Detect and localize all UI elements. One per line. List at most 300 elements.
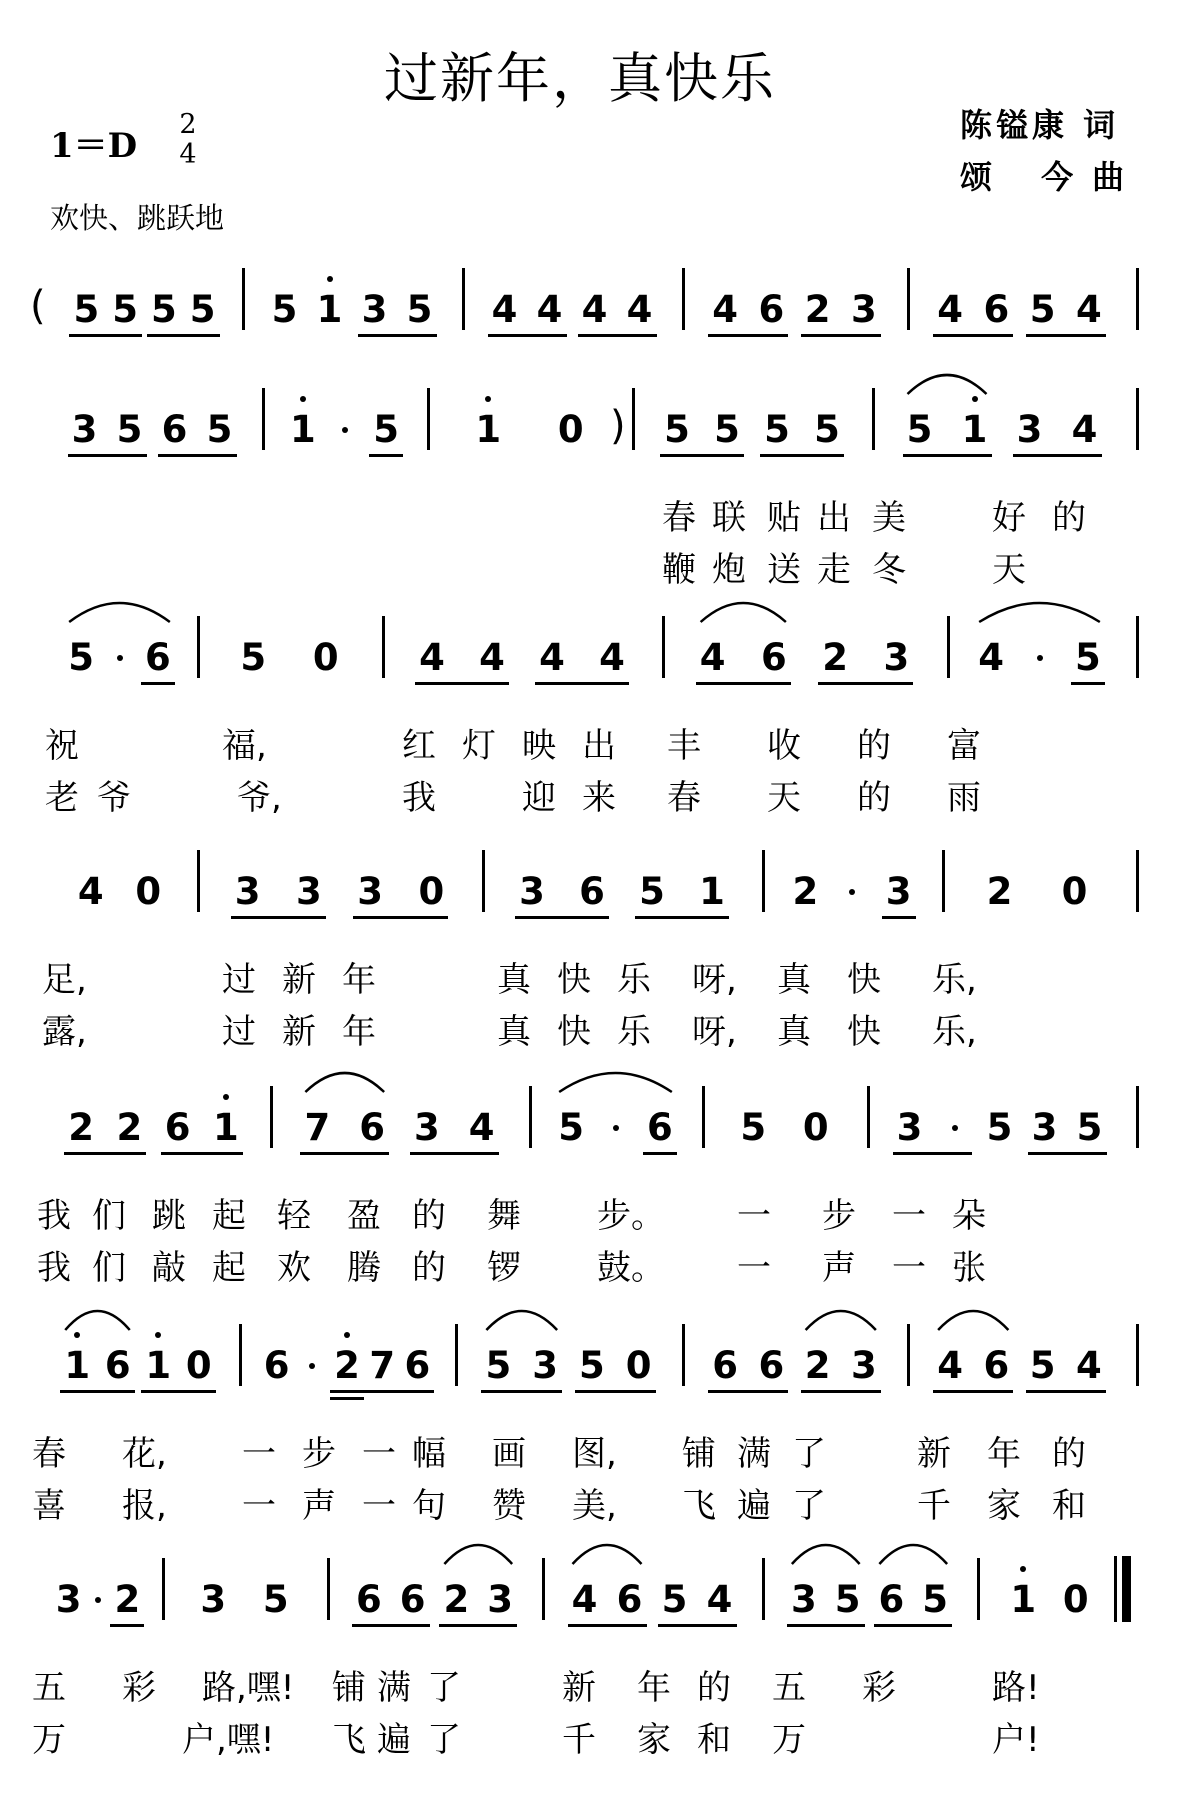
lyric-syllable: 一	[362, 1486, 396, 1526]
lyric-syllable: 乐	[617, 1012, 651, 1052]
lyric-syllable: 飞	[682, 1486, 716, 1526]
beam-underline	[64, 1152, 146, 1155]
lyric-syllable: 画	[492, 1434, 526, 1474]
jianpu-note: 3	[487, 1578, 513, 1621]
jianpu-note: 3	[851, 288, 877, 331]
bar-line	[462, 268, 465, 330]
bar-line	[382, 616, 385, 678]
jianpu-note: 3	[71, 408, 98, 451]
jianpu-note: 5	[661, 1578, 688, 1621]
jianpu-note: 5	[206, 408, 233, 451]
lyric-syllable: 老	[45, 778, 79, 818]
time-signature-bottom: 4	[179, 139, 197, 170]
lyric-syllable: 的	[857, 726, 891, 766]
lyric-syllable: 舞	[487, 1196, 521, 1236]
jianpu-note: 2	[114, 1578, 141, 1621]
bar-line	[262, 388, 265, 450]
jianpu-note: 2	[334, 1344, 360, 1387]
beam-underline	[760, 454, 844, 457]
tempo-marking: 欢快、跳跃地	[50, 201, 225, 235]
lyric-syllable: 呀,	[692, 1012, 737, 1052]
beam-underline	[933, 334, 1013, 337]
lyric-syllable: 送	[767, 550, 801, 590]
jianpu-note: 5	[68, 636, 95, 679]
lyric-syllable: 真	[777, 960, 811, 1000]
lyric-syllable: 一	[242, 1486, 276, 1526]
bar-line	[270, 1086, 273, 1148]
jianpu-note: 7	[369, 1344, 396, 1387]
lyric-syllable: 快	[847, 960, 881, 1000]
lyric-syllable: 一	[242, 1434, 276, 1474]
beam-underline	[300, 1152, 389, 1155]
bar-line	[702, 1086, 705, 1148]
lyric-syllable: 露,	[42, 1012, 87, 1052]
jianpu-note: 3	[357, 870, 383, 913]
beam-underline	[568, 1624, 647, 1627]
beam-underline	[1026, 334, 1106, 337]
jianpu-note: 2	[822, 636, 848, 679]
beam-underline	[369, 454, 403, 457]
lyric-syllable: 祝	[45, 726, 79, 766]
jianpu-note: 6	[758, 1344, 785, 1387]
final-bar-line-thick	[1122, 1556, 1131, 1622]
lyric-syllable: 快	[557, 1012, 591, 1052]
lyric-syllable: 五	[772, 1668, 806, 1708]
lyric-syllable: 出	[582, 726, 616, 766]
beam-underline	[535, 682, 629, 685]
jianpu-note: 7	[304, 1106, 331, 1149]
lyric-syllable: 走	[817, 550, 851, 590]
bar-line	[529, 1086, 532, 1148]
final-bar-line-thin	[1114, 1556, 1117, 1622]
beam-underline	[575, 1390, 656, 1393]
lyric-syllable: 收	[767, 726, 801, 766]
lyric-syllable: 了	[792, 1434, 826, 1474]
lyric-syllable: 的	[1052, 1434, 1086, 1474]
jianpu-note: 4	[699, 636, 726, 679]
beam-underline	[818, 682, 913, 685]
slur-arc	[701, 603, 786, 622]
lyric-syllable: 年	[342, 1012, 376, 1052]
lyric-syllable: 腾	[347, 1248, 381, 1288]
lyric-syllable: 年	[637, 1668, 671, 1708]
jianpu-note: 4	[468, 1106, 495, 1149]
lyric-syllable: 跳	[152, 1196, 186, 1236]
jianpu-note: 6	[164, 1106, 191, 1149]
augmentation-dot	[342, 427, 348, 433]
lyric-syllable: 美,	[572, 1486, 617, 1526]
composer-credit: 颂 今曲	[960, 158, 1144, 196]
jianpu-note: 5	[151, 288, 177, 331]
beam-underline	[893, 1152, 972, 1155]
lyric-syllable: 美	[872, 498, 906, 538]
bar-line	[762, 850, 765, 912]
lyric-syllable: 喜	[32, 1486, 66, 1526]
beam-underline	[415, 682, 509, 685]
jianpu-note: 3	[519, 870, 545, 913]
jianpu-note: 5	[112, 288, 138, 331]
lyric-syllable: 新	[282, 960, 316, 1000]
beam-underline	[161, 1152, 243, 1155]
beam-underline	[1028, 1152, 1107, 1155]
jianpu-note: 3	[885, 870, 912, 913]
jianpu-note: 5	[406, 288, 433, 331]
lyric-syllable: 迎	[522, 778, 556, 818]
lyric-syllable: 步。	[597, 1196, 665, 1236]
octave-up-dot	[223, 1094, 229, 1100]
beam-underline	[141, 682, 175, 685]
jianpu-note: 3	[234, 870, 261, 913]
beam-underline	[158, 454, 237, 457]
bar-line	[197, 850, 200, 912]
jianpu-note: 5	[116, 408, 143, 451]
lyric-syllable: 了	[792, 1486, 826, 1526]
lyric-syllable: 一	[892, 1248, 926, 1288]
lyric-syllable: 户,嘿!	[182, 1720, 275, 1760]
slur-arc	[938, 1311, 1008, 1330]
lyric-syllable: 万	[32, 1720, 66, 1760]
beam-underline	[933, 1390, 1013, 1393]
jianpu-note: 6	[616, 1578, 643, 1621]
beam-underline	[787, 1624, 865, 1627]
jianpu-note: 5	[1029, 288, 1056, 331]
jianpu-note: 5	[639, 870, 665, 913]
jianpu-note: 6	[761, 636, 787, 679]
lyric-syllable: 好	[992, 498, 1026, 538]
lyric-syllable: 遍	[377, 1720, 411, 1760]
lyric-syllable: 天	[767, 778, 801, 818]
beam-underline	[352, 1624, 430, 1627]
beam-underline	[365, 1390, 434, 1393]
jianpu-note: 6	[263, 1344, 290, 1387]
jianpu-note: 3	[200, 1578, 227, 1621]
jianpu-note: 6	[646, 1106, 673, 1149]
song-title: 过新年，真快乐	[384, 47, 776, 110]
lyric-syllable: 赞	[492, 1486, 526, 1526]
bar-line	[542, 1558, 545, 1620]
bar-line	[942, 850, 945, 912]
jianpu-note: 3	[883, 636, 910, 679]
lyric-syllable: 欢	[277, 1248, 311, 1288]
bar-line	[947, 616, 950, 678]
lyric-syllable: 遍	[737, 1486, 771, 1526]
bar-line	[907, 1324, 910, 1386]
jianpu-note: 5	[579, 1344, 605, 1387]
jianpu-note: 0	[135, 870, 162, 913]
jianpu-note: 4	[539, 636, 565, 679]
jianpu-note: 3	[55, 1578, 82, 1621]
lyric-syllable: 真	[777, 1012, 811, 1052]
jianpu-note: 4	[419, 636, 445, 679]
beam-underline	[488, 334, 567, 337]
slur-arc	[908, 375, 987, 394]
lyric-syllable: 起	[212, 1248, 246, 1288]
lyric-syllable: 和	[1052, 1486, 1086, 1526]
lyric-syllable: 彩	[122, 1668, 156, 1708]
bar-line	[327, 1558, 330, 1620]
lyric-syllable: 的	[857, 778, 891, 818]
jianpu-note: 6	[359, 1106, 385, 1149]
beam-underline	[141, 1390, 216, 1393]
jianpu-note: 5	[664, 408, 690, 451]
lyric-syllable: 们	[92, 1248, 126, 1288]
jianpu-note: 3	[361, 288, 388, 331]
lyric-syllable: 铺	[332, 1668, 366, 1708]
lyric-syllable: 爷	[97, 778, 131, 818]
jianpu-note: 0	[1061, 870, 1088, 913]
lyric-syllable: 福,	[222, 726, 267, 766]
jianpu-note: 1	[316, 288, 343, 331]
augmentation-dot	[117, 655, 123, 661]
jianpu-note: 1	[213, 1106, 239, 1149]
lyric-syllable: 朵	[952, 1196, 986, 1236]
lyric-syllable: 报,	[122, 1486, 167, 1526]
lyric-syllable: 轻	[277, 1196, 311, 1236]
bar-line	[867, 1086, 870, 1148]
lyric-syllable: 铺	[682, 1434, 716, 1474]
jianpu-note: 5	[714, 408, 740, 451]
slur-arc	[486, 1311, 557, 1330]
jianpu-note: 2	[804, 1344, 831, 1387]
jianpu-note: 4	[937, 1344, 963, 1387]
octave-up-dot	[155, 1332, 161, 1338]
jianpu-note: 4	[491, 288, 518, 331]
bar-line	[1136, 1324, 1139, 1386]
jianpu-note: 1	[699, 870, 725, 913]
octave-up-dot	[74, 1332, 80, 1338]
lyric-syllable: 一	[737, 1196, 771, 1236]
bar-line	[455, 1324, 458, 1386]
jianpu-note: 6	[983, 288, 1010, 331]
jianpu-note: 3	[532, 1344, 558, 1387]
bar-line	[872, 388, 875, 450]
beam-underline	[903, 454, 992, 457]
beam-underline	[882, 916, 916, 919]
lyric-syllable: 年	[342, 960, 376, 1000]
lyric-syllable: 飞	[332, 1720, 366, 1760]
lyric-syllable: 映	[522, 726, 556, 766]
lyric-syllable: 声	[302, 1486, 336, 1526]
jianpu-note: 6	[404, 1344, 431, 1387]
jianpu-note: 5	[814, 408, 840, 451]
jianpu-note: 6	[144, 636, 171, 679]
lyric-syllable: 乐	[617, 960, 651, 1000]
lyric-syllable: 彩	[862, 1668, 896, 1708]
slur-arc	[879, 1545, 947, 1564]
bar-line	[239, 1324, 242, 1386]
jianpu-note: 1	[289, 408, 316, 451]
jianpu-note: 3	[851, 1344, 877, 1387]
key-signature: 1＝D	[50, 126, 138, 166]
lyric-syllable: 红	[402, 726, 436, 766]
lyric-syllable: 鼓。	[597, 1248, 665, 1288]
beam-underline	[696, 682, 791, 685]
lyric-syllable: 们	[92, 1196, 126, 1236]
lyric-syllable: 来	[582, 778, 616, 818]
jianpu-note: 5	[834, 1578, 861, 1621]
lyric-syllable: 一	[362, 1434, 396, 1474]
octave-up-dot	[1020, 1566, 1026, 1572]
beam-underline-double	[330, 1397, 364, 1400]
lyric-syllable: 我	[37, 1248, 71, 1288]
lyric-syllable: 爷,	[237, 778, 282, 818]
lyric-syllable: 灯	[462, 726, 496, 766]
jianpu-note: 2	[792, 870, 819, 913]
lyric-syllable: 呀,	[692, 960, 737, 1000]
lyric-syllable: 和	[697, 1720, 731, 1760]
beam-underline	[515, 916, 609, 919]
jianpu-note: 0	[418, 870, 445, 913]
lyric-syllable: 起	[212, 1196, 246, 1236]
lyric-syllable: 步	[822, 1196, 856, 1236]
jianpu-note: 6	[399, 1578, 426, 1621]
jianpu-note: 4	[77, 870, 104, 913]
bar-line	[662, 616, 665, 678]
jianpu-note: 5	[271, 288, 298, 331]
jianpu-note: 6	[104, 1344, 131, 1387]
lyric-syllable: 过	[222, 960, 256, 1000]
lyric-syllable: 户!	[992, 1720, 1040, 1760]
jianpu-note: 2	[68, 1106, 94, 1149]
slur-arc	[559, 1073, 672, 1092]
jianpu-note: 0	[802, 1106, 829, 1149]
beam-underline	[60, 1390, 135, 1393]
beam-underline	[1071, 682, 1105, 685]
lyric-syllable: 千	[917, 1486, 951, 1526]
beam-underline	[660, 454, 744, 457]
augmentation-dot	[1037, 655, 1043, 661]
bar-line	[427, 388, 430, 450]
jianpu-note: 5	[189, 288, 216, 331]
bar-line	[632, 388, 635, 450]
jianpu-note: 5	[373, 408, 400, 451]
bar-line	[907, 268, 910, 330]
slur-arc	[806, 1311, 876, 1330]
lyric-syllable: 五	[32, 1668, 66, 1708]
jianpu-note: 0	[312, 636, 339, 679]
lyric-syllable: 的	[697, 1668, 731, 1708]
jianpu-note: 4	[937, 288, 963, 331]
lyric-syllable: 的	[412, 1196, 446, 1236]
jianpu-note: 4	[536, 288, 563, 331]
jianpu-note: 1	[64, 1344, 91, 1387]
lyric-syllable: 贴	[767, 498, 801, 538]
jianpu-note: 5	[73, 288, 100, 331]
jianpu-note: 6	[579, 870, 605, 913]
jianpu-note: 6	[983, 1344, 1010, 1387]
lyric-syllable: 步	[302, 1434, 336, 1474]
jianpu-note: 2	[986, 870, 1013, 913]
lyric-syllable: 快	[847, 1012, 881, 1052]
lyric-syllable: 乐,	[932, 1012, 977, 1052]
lyric-syllable: 一	[737, 1248, 771, 1288]
beam-underline	[68, 454, 147, 457]
jianpu-note: 1	[1010, 1578, 1037, 1621]
jianpu-note: 1	[475, 408, 502, 451]
jianpu-note: 2	[116, 1106, 143, 1149]
lyric-syllable: 的	[1052, 498, 1086, 538]
lyric-syllable: 富	[947, 726, 981, 766]
octave-up-dot	[300, 396, 306, 402]
slur-arc	[979, 603, 1100, 622]
bar-line	[682, 1324, 685, 1386]
jianpu-note: 3	[896, 1106, 923, 1149]
bar-line	[977, 1558, 980, 1620]
lyric-syllable: 花,	[122, 1434, 167, 1474]
lyric-syllable: 春	[32, 1434, 66, 1474]
lyric-syllable: 家	[637, 1720, 671, 1760]
jianpu-note: 6	[712, 1344, 738, 1387]
jianpu-note: 6	[161, 408, 188, 451]
lyric-syllable: 春	[662, 498, 696, 538]
octave-up-dot	[344, 1332, 350, 1338]
lyric-syllable: 图,	[572, 1434, 617, 1474]
lyric-syllable: 真	[497, 1012, 531, 1052]
beam-underline	[358, 334, 437, 337]
lyric-syllable: 敲	[152, 1248, 186, 1288]
bar-line	[1136, 388, 1139, 450]
lyric-syllable: 声	[822, 1248, 856, 1288]
beam-underline	[69, 334, 142, 337]
beam-underline	[801, 334, 881, 337]
jianpu-note: 5	[986, 1106, 1013, 1149]
jianpu-note: 1	[961, 408, 988, 451]
jianpu-note: 3	[791, 1578, 817, 1621]
jianpu-note: 3	[296, 870, 322, 913]
jianpu-note: 1	[145, 1344, 172, 1387]
repeat-open-paren: (	[30, 283, 46, 329]
beam-underline	[353, 916, 448, 919]
lyric-syllable: 我	[37, 1196, 71, 1236]
jianpu-note: 5	[558, 1106, 585, 1149]
time-signature-top: 2	[179, 109, 197, 140]
lyric-syllable: 千	[562, 1720, 596, 1760]
lyric-syllable: 满	[377, 1668, 411, 1708]
bar-line	[482, 850, 485, 912]
octave-up-dot	[485, 396, 491, 402]
lyric-syllable: 快	[557, 960, 591, 1000]
repeat-close-paren: )	[610, 403, 626, 449]
bar-line	[1136, 1086, 1139, 1148]
lyric-syllable: 锣	[487, 1248, 521, 1288]
jianpu-note: 5	[240, 636, 267, 679]
jianpu-note: 3	[414, 1106, 440, 1149]
augmentation-dot	[849, 889, 855, 895]
augmentation-dot	[952, 1125, 958, 1131]
beam-underline	[147, 334, 220, 337]
jianpu-note: 4	[1076, 1344, 1102, 1387]
jianpu-note: 5	[906, 408, 933, 451]
bar-line	[1136, 268, 1139, 330]
jianpu-note: 4	[479, 636, 505, 679]
bar-line	[162, 1558, 165, 1620]
lyric-syllable: 满	[737, 1434, 771, 1474]
jianpu-note: 5	[1076, 1106, 1103, 1149]
beam-underline	[874, 1624, 952, 1627]
lyric-syllable: 幅	[412, 1434, 446, 1474]
beam-underline	[708, 334, 788, 337]
jianpu-note: 4	[626, 288, 653, 331]
bar-line	[197, 616, 200, 678]
lyric-syllable: 乐,	[932, 960, 977, 1000]
jianpu-note: 2	[804, 288, 831, 331]
beam-underline	[1026, 1390, 1106, 1393]
lyric-syllable: 丰	[667, 726, 701, 766]
bar-line	[762, 1558, 765, 1620]
lyric-syllable: 天	[992, 550, 1026, 590]
jianpu-note: 0	[557, 408, 584, 451]
jianpu-note: 2	[443, 1578, 470, 1621]
